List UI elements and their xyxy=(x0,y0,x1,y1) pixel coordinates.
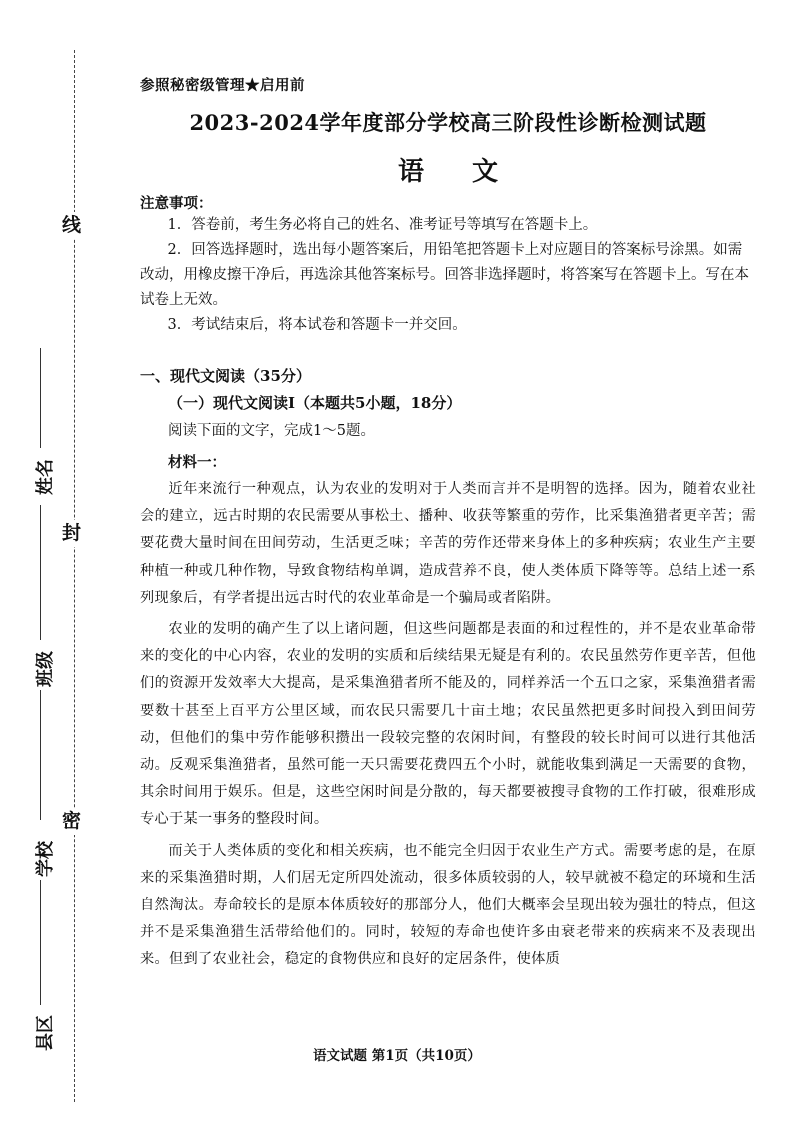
passage-paragraph: 近年来流行一种观点，认为农业的发明对于人类而言并不是明智的选择。因为，随着农业社会的建立，远古时期的农民需要从事松土、播种、收获等繁重的劳作，比采集渔猎者更辛苦；需要花费大量时间在田间劳动，生活更乏味；辛苦的劳作还带来身体上的多种疾病；农业生产主要种植一种或几种作物，导致食物结构单调，造成营养不良，使人类体质下降等等。总结上述一系列现象后，有学者提出远古时代的农业革命是一个骗局或者陷阱。 xyxy=(140,481,756,606)
name-field-label: 姓名 xyxy=(35,459,56,495)
passage-paragraph: 而关于人类体质的变化和相关疾病，也不能完全归因于农业生产方式。需要考虑的是，在原来的采集渔猎时期，人们居无定所四处流动，很多体质较弱的人，较早就被不稳定的环境和生活自然淘汰。寿命较长的是原本体质较好的那部分人，他们大概率会呈现出较为强壮的特点，但这并不是采集渔猎生活带给他们的。同时，较短的寿命也使许多由衰老带来的疾病来不及表现出来。但到了农业社会，稳定的食物供应和良好的定居条件，使体质 xyxy=(140,842,756,968)
county-field-label: 县区 xyxy=(35,1015,56,1051)
class-fill-line xyxy=(40,505,41,640)
reading-instruction: 阅读下面的文字，完成1～5题。 xyxy=(168,423,375,439)
class-field-label: 班级 xyxy=(35,651,56,687)
exam-title: 2023-2024学年度部分学校高三阶段性诊断检测试题 xyxy=(189,110,707,135)
subject-title: 语文 xyxy=(397,157,546,187)
binding-mi-mark: 密 xyxy=(62,808,81,835)
binding-xian-mark: 线 xyxy=(62,212,81,239)
secret-level-mark: 参照秘密级管理★启用前 xyxy=(140,77,305,94)
school-fill-line xyxy=(40,690,41,820)
binding-feng-mark: 封 xyxy=(62,520,81,547)
note-item: 2．回答选择题时，选出每小题答案后，用铅笔把答题卡上对应题目的答案标号涂黑。如需改动，用橡皮擦干净后，再选涂其他答案标号。回答非选择题时，将答案写在答题卡上。写在本试卷上无效。 xyxy=(140,242,749,308)
name-fill-line xyxy=(40,348,41,448)
binding-dashed-line xyxy=(74,50,75,1102)
subsection-heading: （一）现代文阅读Ⅰ（本题共5小题，18分） xyxy=(168,394,462,412)
school-field-label: 学校 xyxy=(35,841,56,877)
note-item: 1．答卷前，考生务必将自己的姓名、准考证号等填写在答题卡上。 xyxy=(167,217,598,233)
material-label: 材料一： xyxy=(168,454,226,471)
page-footer: 语文试题 第1页（共10页） xyxy=(313,1048,481,1064)
section-heading: 一、现代文阅读（35分） xyxy=(140,367,311,385)
exam-content xyxy=(140,74,756,974)
county-fill-line xyxy=(40,880,41,1005)
note-item: 3．考试结束后，将本试卷和答题卡一并交回。 xyxy=(167,317,467,333)
notes-heading: 注意事项： xyxy=(140,195,213,212)
passage-paragraph: 农业的发明的确产生了以上诸问题，但这些问题都是表面的和过程性的，并不是农业革命带来的变化的中心内容，农业的发明的实质和后续结果无疑是有利的。农民虽然劳作更辛苦，但他们的资源开发效率大大提高，是采集渔猎者所不能及的，同样养活一个五口之家，采集渔猎者需要数十甚至上百平方公里区域，而农民只需要几十亩土地；农民虽然把更多时间投入到田间劳动，但他们的集中劳作能够积攒出一段较完整的农闲时间，有整段的较长时间可以进行其他活动。反观采集渔猎者，虽然可能一天只需要花费四五个小时，就能收集到满足一天需要的食物，其余时间用于娱乐。但是，这些空闲时间是分散的，每天都要被搜寻食物的工作打破，很难形成专心于某一事务的整段时间。 xyxy=(140,621,756,828)
